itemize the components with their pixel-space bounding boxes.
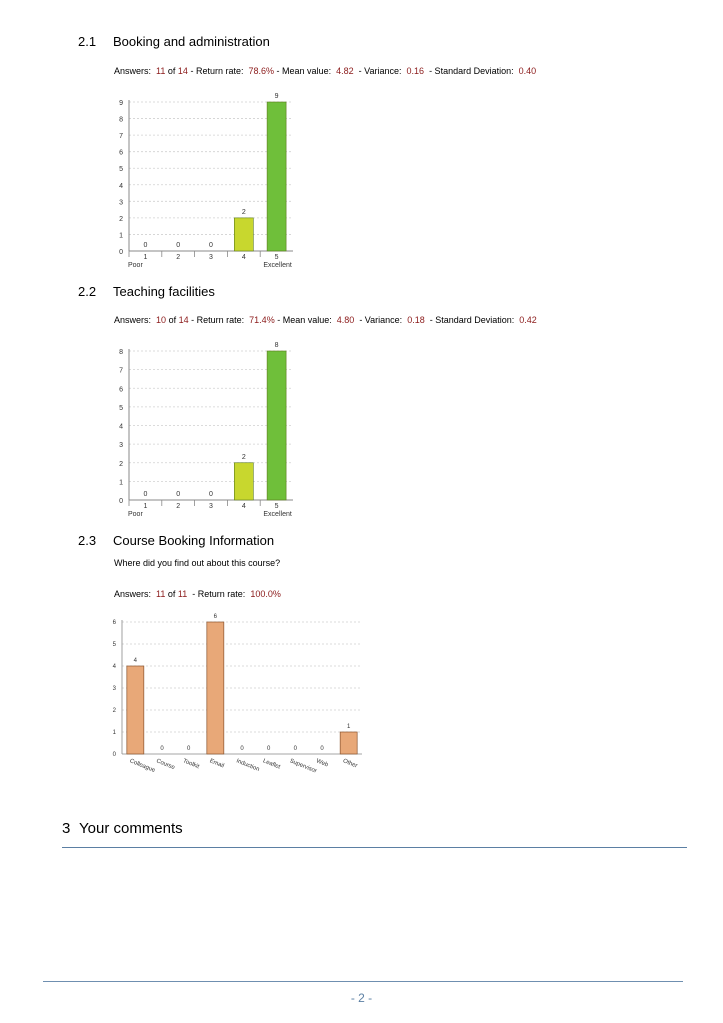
section-title-text: Your comments — [79, 820, 183, 837]
section-number: 3 — [62, 820, 71, 837]
section-title-text: Booking and administration — [113, 34, 270, 49]
sd-value: 0.40 — [518, 66, 537, 76]
bar-value-label: 9 — [274, 93, 279, 100]
answers-total: 11 — [177, 589, 188, 599]
variance-label: - Variance: — [358, 66, 402, 76]
section-title-text: Course Booking Information — [113, 533, 275, 548]
sd-value: 0.42 — [519, 315, 537, 325]
y-tick-label: 0 — [112, 752, 116, 758]
source-chart — [110, 612, 372, 792]
section-2-2-stats — [114, 315, 537, 325]
mean-label: - Mean value: — [276, 66, 332, 76]
bar-value-label: 1 — [346, 724, 351, 730]
y-tick-label: 8 — [119, 349, 123, 356]
mean-label: - Mean value: — [277, 315, 332, 325]
answers-count: 11 — [156, 66, 166, 76]
x-tick-label: 3 — [209, 254, 213, 261]
y-tick-label: 7 — [119, 367, 123, 375]
bar — [267, 351, 286, 500]
y-tick-label: 7 — [119, 133, 123, 141]
bar-value-label: 6 — [213, 614, 218, 620]
section-2-3-question: Where did you find out about this course? — [114, 558, 281, 568]
x-tick-label: Leaflet — [261, 758, 281, 771]
bar-value-label: 0 — [320, 746, 324, 752]
section-3-divider — [62, 847, 687, 848]
variance-value: 0.16 — [406, 66, 425, 76]
section-number: 2.3 — [78, 533, 97, 548]
variance-label: - Variance: — [359, 315, 403, 325]
y-tick-label: 2 — [112, 708, 116, 714]
answers-count: 10 — [156, 315, 167, 325]
y-tick-label: 8 — [119, 116, 123, 124]
y-tick-label: 1 — [119, 479, 123, 487]
sd-label: - Standard Deviation: — [429, 315, 515, 325]
x-tick-label: 5 — [274, 503, 279, 510]
variance-value: 0.18 — [407, 315, 425, 325]
answers-of: of — [167, 66, 176, 76]
bar-value-label: 0 — [293, 746, 298, 752]
section-2-2-title — [78, 284, 215, 299]
bar — [234, 463, 253, 500]
bar — [340, 732, 357, 754]
y-tick-label: 5 — [119, 404, 123, 412]
mean-value: 4.80 — [336, 315, 355, 325]
bar-value-label: 0 — [240, 746, 244, 752]
bar — [267, 102, 286, 251]
x-sublabel: Poor — [128, 511, 143, 518]
bar-value-label: 4 — [133, 658, 138, 664]
rating-chart-facilities — [113, 337, 303, 523]
x-tick-label: Supervisor — [288, 758, 318, 775]
rating-chart-booking — [113, 88, 303, 274]
bar-value-label: 0 — [143, 491, 148, 498]
y-tick-label: 3 — [119, 442, 123, 450]
sd-label: - Standard Deviation: — [429, 66, 514, 76]
y-tick-label: 2 — [119, 460, 123, 468]
y-tick-label: 9 — [119, 100, 123, 107]
return-rate-label: - Return rate: — [192, 589, 246, 599]
y-tick-label: 6 — [119, 386, 123, 394]
answers-of: of — [168, 315, 177, 325]
bar-value-label: 0 — [186, 746, 191, 752]
x-tick-label: Course — [155, 758, 176, 772]
y-tick-label: 5 — [119, 166, 123, 174]
x-tick-label: Induction — [235, 758, 261, 773]
bar-value-label: 2 — [241, 208, 246, 216]
section-3-heading — [62, 820, 183, 837]
x-tick-label: 3 — [209, 503, 213, 510]
x-sublabel: Poor — [128, 262, 143, 269]
y-tick-label: 0 — [119, 249, 123, 256]
x-tick-label: Colleague — [128, 758, 156, 774]
x-sublabel: Excellent — [263, 262, 292, 269]
x-tick-label: Web — [315, 758, 329, 769]
y-tick-label: 4 — [112, 664, 116, 670]
page-number: - 2 - — [350, 991, 373, 1005]
x-tick-label: 2 — [176, 254, 181, 261]
y-tick-label: 1 — [119, 232, 123, 240]
section-2-1-title — [78, 34, 270, 49]
y-tick-label: 3 — [119, 199, 123, 207]
bar-value-label: 0 — [143, 242, 148, 249]
section-2-3-stats — [114, 589, 281, 599]
x-tick-label: 5 — [274, 254, 279, 261]
x-tick-label: 4 — [241, 254, 246, 261]
answers-label: Answers: — [114, 66, 152, 76]
bar-value-label: 0 — [160, 746, 164, 752]
answers-count: 11 — [156, 589, 166, 599]
y-tick-label: 3 — [112, 686, 116, 692]
return-rate-label: - Return rate: — [190, 66, 244, 76]
section-title-text: Teaching facilities — [113, 284, 215, 299]
return-rate-label: - Return rate: — [191, 315, 245, 325]
section-number: 2.2 — [78, 284, 97, 299]
return-rate-value: 100.0% — [250, 589, 281, 599]
return-rate-value: 71.4% — [249, 315, 275, 325]
bar — [207, 622, 224, 754]
bar-value-label: 0 — [266, 746, 271, 752]
y-tick-label: 0 — [119, 498, 123, 505]
section-2-3-title — [78, 533, 274, 548]
y-tick-label: 6 — [119, 149, 123, 157]
x-tick-label: 1 — [143, 503, 148, 510]
answers-label: Answers: — [114, 589, 152, 599]
return-rate-value: 78.6% — [248, 66, 275, 76]
y-tick-label: 6 — [112, 620, 116, 626]
x-sublabel: Excellent — [263, 511, 292, 518]
answers-total: 14 — [178, 315, 189, 325]
x-tick-label: Other — [341, 758, 359, 770]
bar-value-label: 8 — [274, 342, 279, 349]
x-tick-label: 1 — [143, 254, 148, 261]
y-tick-label: 4 — [119, 423, 123, 431]
bar-value-label: 0 — [176, 491, 181, 498]
x-tick-label: 4 — [241, 503, 246, 510]
bar — [127, 666, 144, 754]
section-2-1-stats — [114, 66, 536, 76]
mean-value: 4.82 — [336, 66, 354, 76]
bar — [234, 218, 253, 251]
footer-divider — [43, 981, 683, 982]
x-tick-label: 2 — [176, 503, 181, 510]
answers-label: Answers: — [114, 315, 152, 325]
bar-value-label: 0 — [176, 242, 181, 249]
y-tick-label: 1 — [112, 730, 116, 736]
y-tick-label: 4 — [119, 182, 123, 190]
answers-total: 14 — [177, 66, 188, 76]
bar-value-label: 2 — [241, 453, 246, 461]
bar-value-label: 0 — [209, 491, 213, 498]
x-tick-label: Toolkit — [181, 758, 200, 771]
bar-value-label: 0 — [209, 242, 213, 249]
section-number: 2.1 — [78, 34, 97, 49]
answers-of: of — [167, 589, 176, 599]
x-tick-label: Email — [208, 758, 225, 770]
y-tick-label: 2 — [119, 215, 123, 223]
y-tick-label: 5 — [112, 642, 116, 648]
